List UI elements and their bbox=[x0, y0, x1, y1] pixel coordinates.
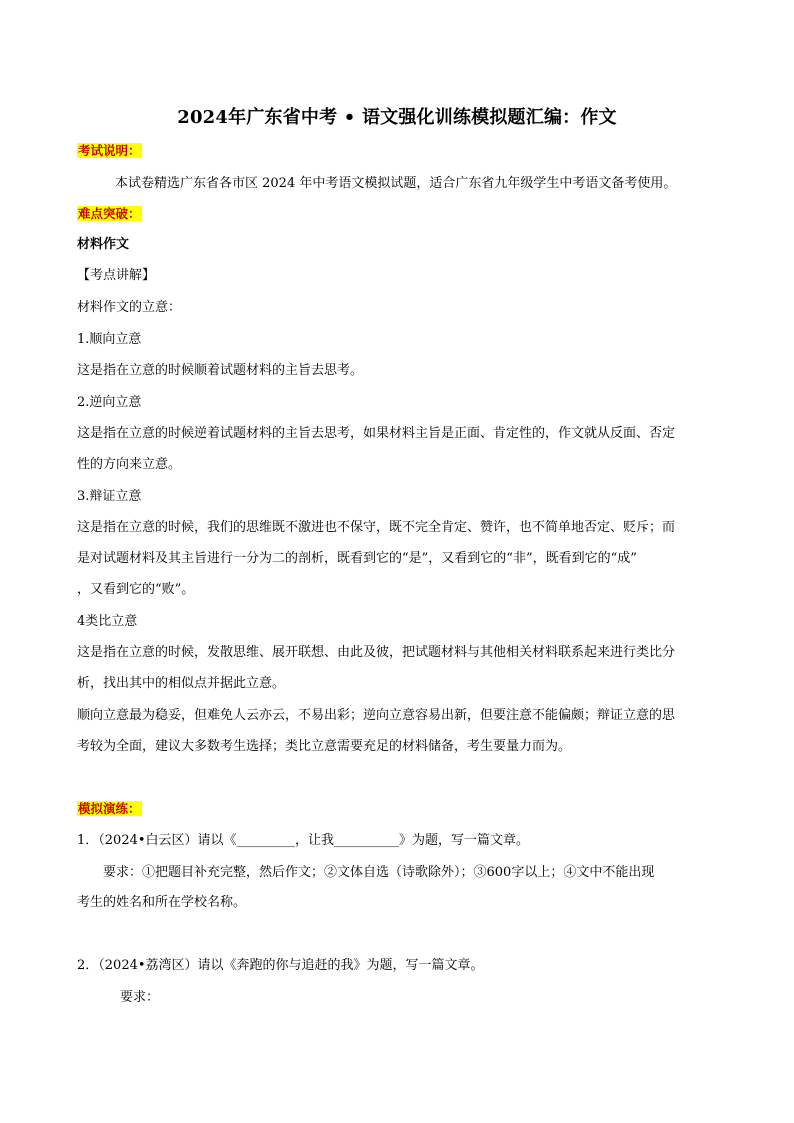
question-requirement: 考生的姓名和所在学校名称。 bbox=[77, 895, 247, 910]
practice-label: 模拟演练： bbox=[78, 801, 141, 816]
item-text: 这是指在立意的时候，我们的思维既不激进也不保守，既不完全肯定、赞许，也不简单地否定、贬斥；而 bbox=[77, 520, 676, 535]
summary-text: 顺向立意最为稳妥，但难免人云亦云，不易出彩；逆向立意容易出新，但要注意不能偏颇；辩证立意的思 bbox=[77, 708, 676, 723]
question-requirement: 要求：①把题目补充完整，然后作文；②文体自选（诗歌除外）；③600字以上；④文中不能出现 bbox=[103, 865, 655, 880]
question-prompt: 1．（2024•白云区）请以《_________，让我__________》为题，写一篇文章。 bbox=[77, 833, 530, 848]
practice-heading bbox=[77, 800, 142, 819]
explain-heading: 【考点讲解】 bbox=[77, 268, 156, 283]
item-text: 是对试题材料及其主旨进行一分为二的剖析，既看到它的“是”，又看到它的“非”，既看到它的“成” bbox=[77, 551, 637, 566]
exam-note-label: 考试说明： bbox=[78, 143, 141, 158]
item-heading: 1.顺向立意 bbox=[77, 332, 142, 347]
item-text: ，又看到它的“败”。 bbox=[77, 582, 195, 597]
item-text: 析，找出其中的相似点并据此立意。 bbox=[77, 676, 286, 691]
difficulty-label: 难点突破： bbox=[78, 206, 141, 221]
exam-note-text: 本试卷精选广东省各市区 2024 年中考语文模拟试题，适合广东省九年级学生中考语文备考使用。 bbox=[115, 176, 677, 191]
item-heading: 3.辩证立意 bbox=[77, 489, 142, 504]
difficulty-heading bbox=[77, 205, 142, 224]
intro-text: 材料作文的立意： bbox=[77, 300, 182, 315]
item-text: 这是指在立意的时候逆着试题材料的主旨去思考，如果材料主旨是正面、肯定性的，作文就从反面、否定 bbox=[77, 426, 676, 441]
item-text: 性的方向来立意。 bbox=[77, 457, 182, 472]
topic-heading: 材料作文 bbox=[77, 237, 130, 252]
item-text: 这是指在立意的时候顺着试题材料的主旨去思考。 bbox=[77, 363, 364, 378]
question-prompt: 2．（2024•荔湾区）请以《奔跑的你与追赶的我》为题，写一篇文章。 bbox=[77, 958, 484, 973]
item-text: 这是指在立意的时候，发散思维、展开联想、由此及彼，把试题材料与其他相关材料联系起来进行类比分 bbox=[77, 645, 676, 660]
exam-note-heading bbox=[77, 142, 142, 161]
document-title: 2024年广东省中考 • 语文强化训练模拟题汇编：作文 bbox=[177, 107, 617, 128]
summary-text: 考较为全面，建议大多数考生选择；类比立意需要充足的材料储备，考生要量力而为。 bbox=[77, 739, 572, 754]
question-requirement: 要求： bbox=[120, 990, 160, 1005]
item-heading: 4类比立意 bbox=[77, 614, 138, 629]
item-heading: 2.逆向立意 bbox=[77, 395, 142, 410]
